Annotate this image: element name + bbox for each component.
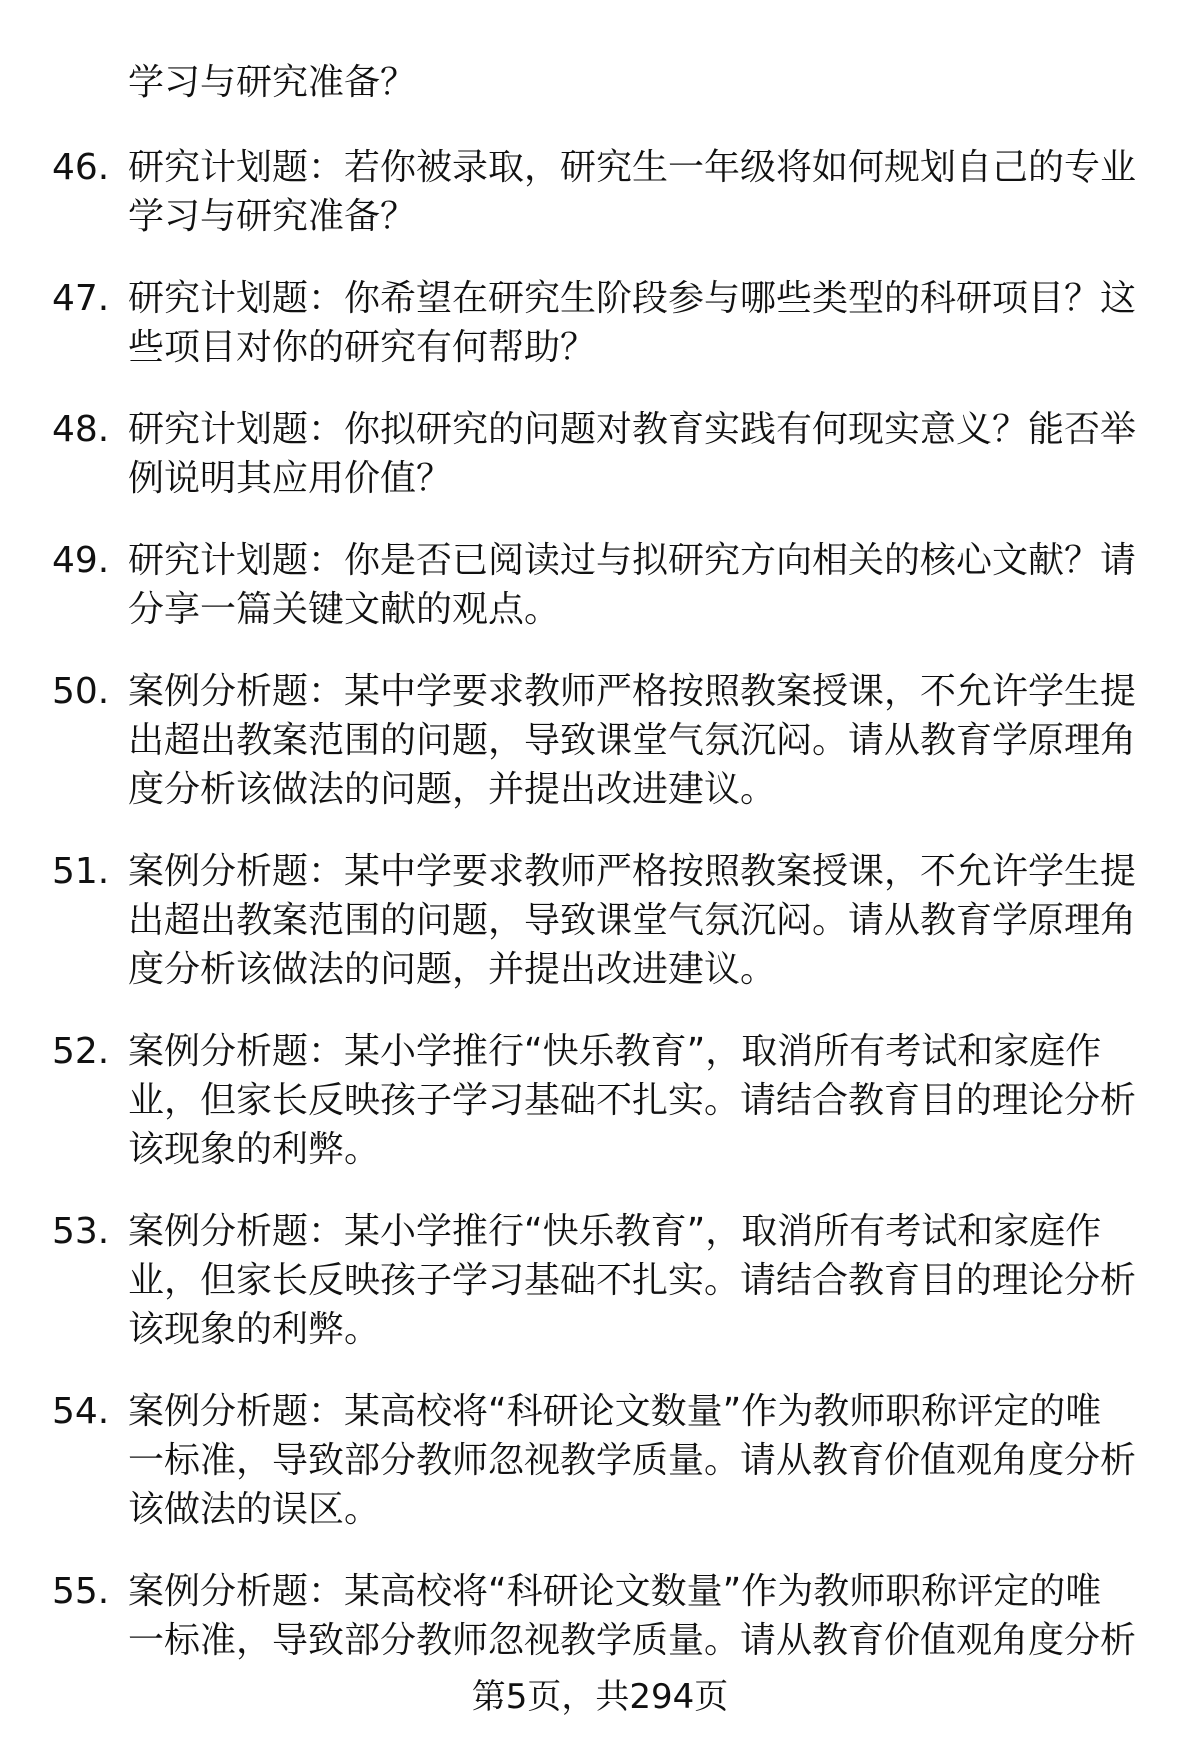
item-text: [128, 1207, 1148, 1354]
item-text-line: 研究计划题：你希望在研究生阶段参与哪些类型的科研项目？这: [128, 278, 1137, 319]
item-text: [128, 143, 1148, 241]
item-text-line: 度分析该做法的问题，并提出改进建议。: [128, 949, 777, 990]
item-text-line: 一标准，导致部分教师忽视教学质量。请从教育价值观角度分析: [128, 1440, 1137, 1481]
item-text-line: 研究计划题：你是否已阅读过与拟研究方向相关的核心文献？请: [128, 540, 1137, 581]
item-text-line: 研究计划题：若你被录取，研究生一年级将如何规划自己的专业: [128, 147, 1137, 188]
item-number: 46.: [52, 147, 110, 188]
item-text-line: 些项目对你的研究有何帮助？: [128, 327, 597, 368]
question-list: [0, 143, 1200, 1698]
item-text-line: 出超出教案范围的问题，导致课堂气氛沉闷。请从教育学原理角: [128, 900, 1137, 941]
item-number: 52.: [52, 1031, 110, 1072]
item-text: [128, 847, 1148, 994]
item-text-line: 学习与研究准备？: [128, 196, 417, 237]
list-item: [0, 1027, 1200, 1174]
item-text: [128, 1027, 1148, 1174]
item-text-line: 例说明其应用价值？: [128, 458, 453, 499]
list-item: [0, 667, 1200, 814]
item-text-line: 业，但家长反映孩子学习基础不扎实。请结合教育目的理论分析: [128, 1080, 1137, 1121]
item-number: 48.: [52, 409, 110, 450]
item-text-line: 该现象的利弊。: [128, 1309, 381, 1350]
page-number: 第5页，共294页: [471, 1677, 729, 1717]
item-text-line: 该现象的利弊。: [128, 1129, 381, 1170]
list-item: [0, 1207, 1200, 1354]
list-item: [0, 847, 1200, 994]
list-item: [0, 274, 1200, 372]
item-text: [128, 1567, 1148, 1665]
item-number: 49.: [52, 540, 110, 581]
item-text: [128, 667, 1148, 814]
item-text-line: 出超出教案范围的问题，导致课堂气氛沉闷。请从教育学原理角: [128, 720, 1137, 761]
item-text: [128, 405, 1148, 503]
item-text-line: 分享一篇关键文献的观点。: [128, 589, 561, 630]
item-text-line: 案例分析题：某中学要求教师严格按照教案授课，不允许学生提: [128, 851, 1137, 892]
item-text: [128, 1387, 1148, 1534]
item-text: [128, 536, 1148, 634]
item-text-line: 案例分析题：某中学要求教师严格按照教案授课，不允许学生提: [128, 671, 1137, 712]
list-item: [0, 143, 1200, 241]
list-item: [0, 536, 1200, 634]
item-text-line: 业，但家长反映孩子学习基础不扎实。请结合教育目的理论分析: [128, 1260, 1137, 1301]
item-number: 55.: [52, 1571, 110, 1612]
item-text-line: 度分析该做法的问题，并提出改进建议。: [128, 769, 777, 810]
item-number: 53.: [52, 1211, 110, 1252]
item-number: 47.: [52, 278, 110, 319]
item-text-line: 案例分析题：某小学推行“快乐教育”，取消所有考试和家庭作: [128, 1211, 1102, 1252]
item-text-line: 研究计划题：你拟研究的问题对教育实践有何现实意义？能否举: [128, 409, 1137, 450]
item-text-line: 案例分析题：某高校将“科研论文数量”作为教师职称评定的唯: [128, 1391, 1102, 1432]
continued-line: 学习与研究准备？: [128, 62, 417, 103]
list-item: [0, 1387, 1200, 1534]
list-item: [0, 405, 1200, 503]
item-text-line: 案例分析题：某高校将“科研论文数量”作为教师职称评定的唯: [128, 1571, 1102, 1612]
item-text-line: 该做法的误区。: [128, 1489, 381, 1530]
item-number: 51.: [52, 851, 110, 892]
list-item: [0, 1567, 1200, 1665]
item-text: [128, 274, 1148, 372]
item-number: 50.: [52, 671, 110, 712]
item-text-line: 案例分析题：某小学推行“快乐教育”，取消所有考试和家庭作: [128, 1031, 1102, 1072]
item-number: 54.: [52, 1391, 110, 1432]
item-text-line: 一标准，导致部分教师忽视教学质量。请从教育价值观角度分析: [128, 1620, 1137, 1661]
